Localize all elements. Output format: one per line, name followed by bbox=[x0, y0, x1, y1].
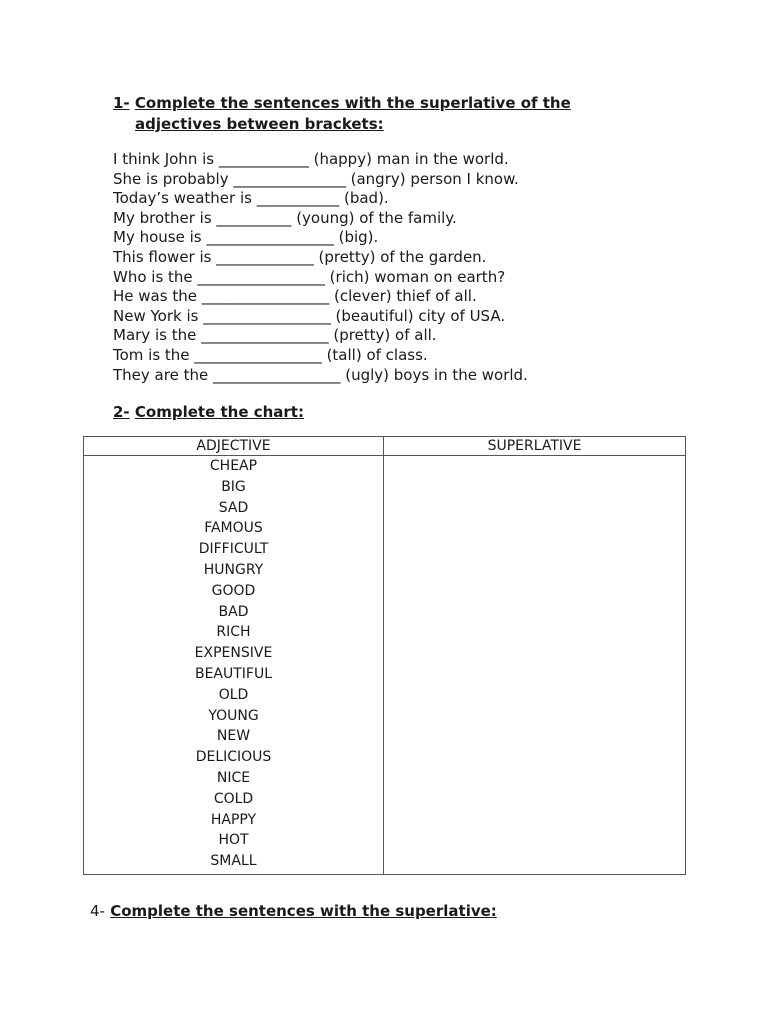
adjective-cell: NICE bbox=[216, 769, 251, 786]
adjective-cell: GOOD bbox=[211, 582, 256, 599]
exercise1-heading bbox=[113, 93, 571, 135]
sentence-item: She is probably _______________ (angry) person I know. bbox=[113, 169, 519, 188]
exercise1-title-line1: Complete the sentences with the superlative of the bbox=[134, 94, 571, 112]
adjective-cell: EXPENSIVE bbox=[194, 645, 273, 662]
adjective-cell: YOUNG bbox=[208, 707, 259, 724]
column-header-adjective: ADJECTIVE bbox=[84, 437, 384, 456]
exercise2-heading bbox=[113, 402, 304, 423]
adjective-column bbox=[84, 456, 384, 875]
adjective-cell: FAMOUS bbox=[204, 520, 263, 537]
exercise2-number: 2- bbox=[113, 403, 130, 421]
chart-header-row bbox=[84, 437, 686, 456]
sentence-item: I think John is ____________ (happy) man in the world. bbox=[113, 150, 509, 168]
column-header-superlative: SUPERLATIVE bbox=[384, 437, 686, 456]
sentence-item: They are the _________________ (ugly) boys in the world. bbox=[113, 365, 528, 384]
sentence-item: Tom is the _________________ (tall) of class. bbox=[113, 345, 428, 364]
sentence-item: This flower is _____________ (pretty) of the garden. bbox=[113, 247, 487, 266]
sentence-item: My brother is __________ (young) of the family. bbox=[113, 208, 457, 227]
chart-body-row bbox=[84, 456, 686, 875]
exercise4-number: 4- bbox=[90, 902, 105, 920]
exercise4-title: Complete the sentences with the superlative: bbox=[110, 902, 497, 920]
sentence-item: He was the _________________ (clever) thief of all. bbox=[113, 287, 477, 306]
adjective-cell: RICH bbox=[216, 624, 251, 641]
exercise4-heading bbox=[90, 901, 497, 922]
adjective-cell: DIFFICULT bbox=[198, 541, 269, 558]
sentence-item: My house is _________________ (big). bbox=[113, 228, 379, 247]
sentence-item: New York is _________________ (beautiful) city of USA. bbox=[113, 306, 506, 325]
exercise1-number: 1- bbox=[113, 94, 130, 112]
adjective-cell: HUNGRY bbox=[203, 561, 264, 578]
adjective-cell: NEW bbox=[216, 728, 251, 745]
exercise1-sentence-list bbox=[113, 150, 528, 385]
adjective-cell: CHEAP bbox=[209, 458, 258, 474]
exercise1-title-line2: adjectives between brackets: bbox=[135, 115, 384, 133]
adjective-cell: BEAUTIFUL bbox=[194, 665, 273, 682]
adjective-cell: BAD bbox=[218, 603, 249, 620]
adjective-cell: SAD bbox=[218, 499, 249, 516]
sentence-item: Mary is the _________________ (pretty) of all. bbox=[113, 326, 437, 345]
adjective-cell: COLD bbox=[213, 790, 254, 807]
adjective-cell: SMALL bbox=[210, 853, 257, 870]
superlative-answer-column[interactable] bbox=[384, 456, 686, 875]
adjective-cell: BIG bbox=[221, 478, 246, 495]
adjective-cell: OLD bbox=[218, 686, 249, 703]
adjective-cell: HAPPY bbox=[210, 811, 257, 828]
superlative-chart-table bbox=[83, 436, 686, 875]
adjective-cell: DELICIOUS bbox=[195, 749, 272, 766]
sentence-item: Today’s weather is ___________ (bad). bbox=[113, 189, 389, 208]
exercise2-title: Complete the chart: bbox=[134, 403, 304, 421]
adjective-cell: HOT bbox=[218, 832, 249, 849]
sentence-item: Who is the _________________ (rich) woman on earth? bbox=[113, 267, 506, 286]
adjective-list bbox=[84, 456, 383, 874]
